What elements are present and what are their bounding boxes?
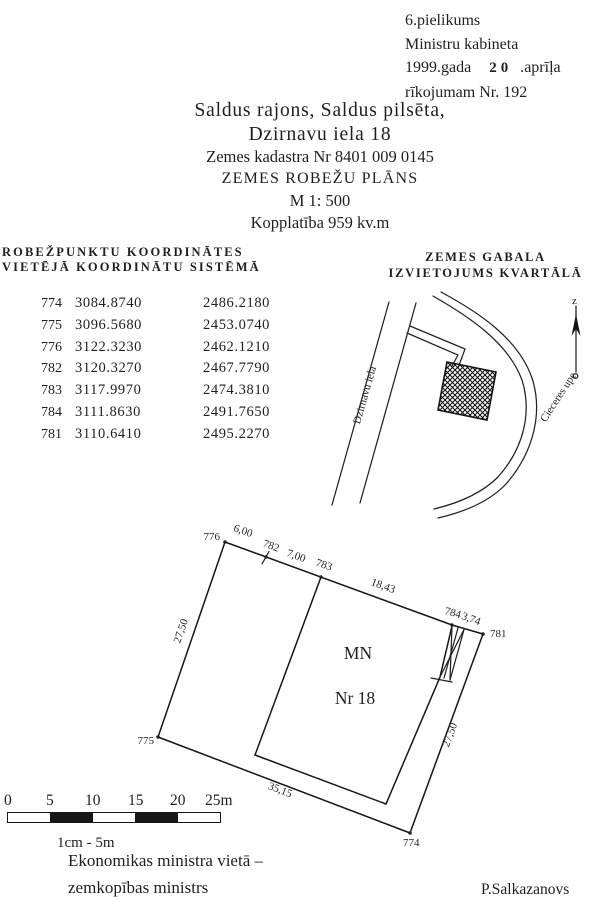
parcel-hatched-area xyxy=(438,362,496,420)
title-region: Saldus rajons, Saldus pilsēta, xyxy=(194,100,446,121)
annex-header xyxy=(405,9,561,104)
dim-35-15: 35,15 xyxy=(266,780,294,801)
annex-number: 6.pielikums xyxy=(405,12,481,29)
title-street: Dzirnavu iela 18 xyxy=(248,123,392,145)
table-row: 776 3122.3230 2462.1210 xyxy=(41,338,271,355)
order-line: rīkojumam Nr. 192 xyxy=(405,83,528,101)
street-lines xyxy=(332,302,416,505)
dim-27-50-left: 27,50 xyxy=(171,617,191,645)
sketch-heading: ZEMES GABALA IZVIETOJUMS KVARTĀLĀ xyxy=(388,250,583,280)
dim-7-00: 7,00 xyxy=(284,547,308,566)
coords-table-heading: ROBEŽPUNKTU KOORDINĀTES VIETĒJĀ KOORDINĀTU SISTĒMĀ xyxy=(2,245,261,274)
north-label: z xyxy=(572,295,577,307)
point-label-781: 781 xyxy=(490,628,507,640)
title-block xyxy=(110,99,530,234)
cadastre-number: Zemes kadastra Nr 8401 009 0145 xyxy=(206,147,434,166)
date-line: 1999.gada 20 .aprīļa xyxy=(405,59,561,76)
scalebar-tick-labels: 0 5 10 15 20 25m xyxy=(4,792,233,809)
river-name-label: Cieceres upe xyxy=(538,370,579,425)
table-row: 775 3096.5680 2453.0740 xyxy=(41,316,271,333)
point-label-775: 775 xyxy=(137,735,154,747)
street-name-label: Dzirnavu iela xyxy=(351,364,380,426)
location-sketch xyxy=(330,288,600,528)
plan-title: ZEMES ROBEŽU PLĀNS xyxy=(221,170,419,187)
scalebar xyxy=(7,812,221,823)
parcel-boundary xyxy=(158,542,483,833)
point-label-774: 774 xyxy=(403,837,420,849)
coords-table xyxy=(0,293,274,446)
map-scale: M 1: 500 xyxy=(289,191,351,210)
cabinet-line: Ministru kabineta xyxy=(405,35,519,53)
signature-name: P.Salkazanovs xyxy=(481,881,570,898)
dim-27-50-right: 27,50 xyxy=(440,721,461,749)
point-label-783: 783 xyxy=(314,556,334,574)
building-label-nr18: Nr 18 xyxy=(334,688,376,708)
total-area: Kopplatība 959 kv.m xyxy=(250,213,390,232)
building-label-mn: MN xyxy=(343,643,373,663)
table-row: 783 3117.9970 2474.3810 xyxy=(41,382,271,399)
table-row: 774 3084.8740 2486.2180 xyxy=(41,295,271,311)
dim-18-43: 18,43 xyxy=(369,576,397,597)
minister-line-1: Ekonomikas ministra vietā – xyxy=(68,851,263,870)
point-label-776: 776 xyxy=(203,531,220,543)
north-arrow xyxy=(572,295,581,378)
date-day: 20 xyxy=(489,60,513,76)
dim-6-00: 6,00 xyxy=(231,522,255,540)
boundary-strip-hatch xyxy=(431,626,464,682)
driveway-lines xyxy=(407,326,465,368)
table-row: 782 3120.3270 2467.7790 xyxy=(41,360,271,377)
table-row: 781 3110.6410 2495.2270 xyxy=(41,425,271,442)
dim-3-74: 3,74 xyxy=(459,610,483,629)
minister-line-2: zemkopības ministrs xyxy=(68,878,209,897)
scalebar-ratio: 1cm - 5m xyxy=(57,835,115,851)
table-row: 784 3111.8630 2491.7650 xyxy=(41,403,271,420)
point-label-784: 784 xyxy=(443,605,463,622)
point-label-782: 782 xyxy=(261,537,281,555)
